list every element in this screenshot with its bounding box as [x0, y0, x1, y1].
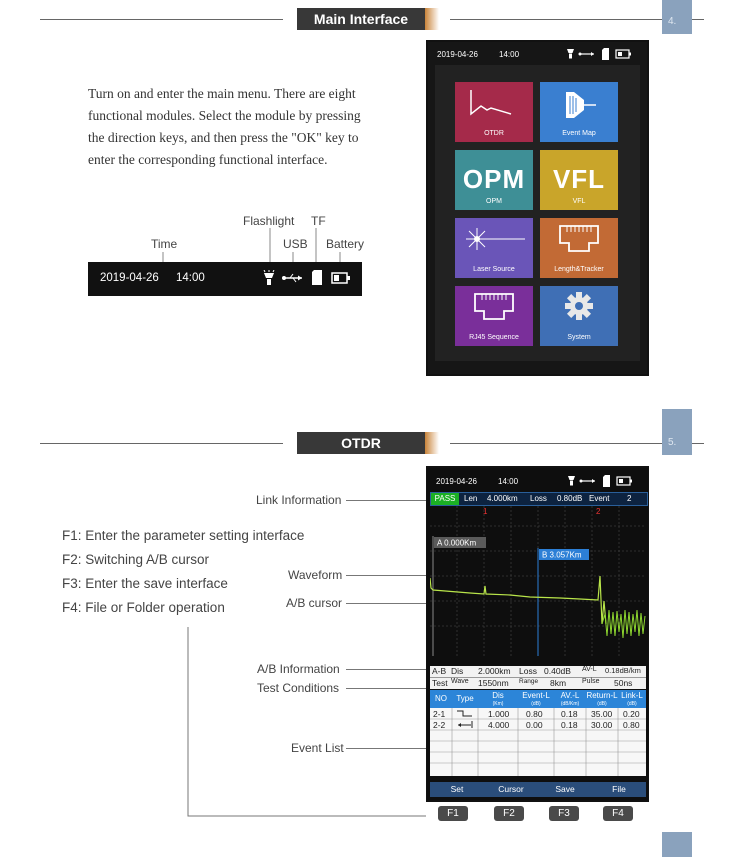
status-time: 14:00: [176, 272, 205, 284]
row-event-l: 0.00: [526, 720, 543, 730]
tile-label: Event Map: [562, 130, 596, 137]
event-marker-2: 2: [596, 507, 601, 516]
col-av-l: [554, 691, 586, 709]
softkey-save[interactable]: Save: [555, 784, 575, 794]
link-event-label: Event: [589, 494, 610, 503]
link-event-value: 2: [627, 494, 632, 503]
otdr-time: 14:00: [498, 477, 519, 486]
event-table: [430, 690, 646, 776]
label-tf: TF: [311, 214, 326, 228]
table-row[interactable]: [430, 719, 646, 730]
col-header-text: Event-L: [522, 691, 550, 700]
col-event-l: [518, 691, 554, 709]
label-usb: USB: [283, 237, 308, 251]
link-loss-label: Loss: [530, 494, 547, 503]
row-link-l: 0.20: [623, 709, 640, 719]
otdr-date: 2019-04-26: [436, 477, 477, 486]
col-no: [430, 694, 452, 703]
tile-label: System: [567, 334, 591, 341]
function-f1: F1: Enter the parameter setting interface: [62, 528, 305, 543]
ab-label: A-B: [432, 666, 447, 676]
ab-avl-label: AV-L: [582, 666, 597, 673]
event-marker-1: 1: [483, 507, 488, 516]
callout-waveform: Waveform: [288, 568, 343, 582]
callout-ab-information: A/B Information: [257, 662, 340, 676]
link-len-label: Len: [464, 494, 478, 503]
row-link-l: 0.80: [623, 720, 640, 730]
test-pulse-value: 50ns: [614, 678, 633, 688]
col-type: [452, 694, 478, 703]
softkey-file[interactable]: File: [612, 784, 626, 794]
section-title-otdr: OTDR: [297, 432, 425, 454]
tile-label: VFL: [572, 198, 586, 205]
ab-avl-value: 0.18dB/km: [605, 666, 641, 675]
page-number: 5.: [668, 437, 677, 448]
function-f4: F4: File or Folder operation: [62, 600, 225, 615]
fkey-f1[interactable]: F1: [438, 806, 468, 821]
col-header-unit: (dB/Km): [560, 701, 580, 707]
page-number: 4.: [668, 16, 677, 27]
ab-dis-label: Dis: [451, 666, 464, 676]
function-f2: F2: Switching A/B cursor: [62, 552, 210, 567]
row-av-l: 0.18: [561, 720, 578, 730]
status-date: 2019-04-26: [100, 272, 159, 284]
row-dis: 1.000: [488, 709, 510, 719]
col-link-l: [618, 691, 646, 709]
menu-date: 2019-04-26: [437, 50, 478, 59]
test-range-value: 8km: [550, 678, 567, 688]
col-header-text: NO: [435, 694, 447, 703]
ab-info-row: [430, 666, 646, 678]
pass-badge: PASS: [431, 493, 459, 505]
col-return-l: [586, 691, 618, 709]
col-header-text: Type: [456, 694, 474, 703]
table-row[interactable]: [430, 708, 646, 719]
fkey-f3[interactable]: F3: [549, 806, 579, 821]
test-label: Test: [432, 678, 448, 688]
otdr-status-icons: [567, 474, 641, 488]
row-return-l: 30.00: [591, 720, 613, 730]
softkey-bar: [430, 782, 646, 797]
tile-label: Length&Tracker: [554, 266, 604, 273]
callout-link-information: Link Information: [256, 493, 342, 507]
label-flashlight: Flashlight: [243, 214, 295, 228]
label-time: Time: [151, 237, 178, 251]
tile-big-text: OPM: [462, 164, 526, 194]
row-dis: 4.000: [488, 720, 510, 730]
function-f3: F3: Enter the save interface: [62, 576, 228, 591]
callout-test-conditions: Test Conditions: [257, 681, 340, 695]
tile-big-text: VFL: [552, 164, 606, 194]
row-event-l: 0.80: [526, 709, 543, 719]
col-header-text: Return-L: [586, 691, 618, 700]
col-header-unit: (dB): [627, 701, 637, 707]
otdr-screen: [427, 468, 648, 800]
col-header-unit: (dB): [531, 701, 541, 707]
col-header-unit: (Km): [492, 701, 504, 707]
link-info-bar: [430, 492, 648, 506]
ab-loss-value: 0.40dB: [544, 666, 571, 676]
col-dis: [478, 691, 518, 709]
test-wave-value: 1550nm: [478, 678, 509, 688]
link-loss-value: 0.80dB: [557, 494, 583, 503]
ab-loss-label: Loss: [519, 666, 537, 676]
intro-paragraph: Turn on and enter the main menu. There are eight functional modules. Select the module by pressing the direction keys, and then press the "OK" key to enter the corresponding functional interface.: [88, 86, 361, 167]
tile-label: OPM: [486, 198, 502, 205]
row-no: 2-1: [433, 709, 446, 719]
fkey-f4[interactable]: F4: [603, 806, 633, 821]
test-pulse-label: Pulse: [582, 678, 600, 685]
callout-event-list: Event List: [291, 741, 344, 755]
row-no: 2-2: [433, 720, 446, 730]
cursor-a-label: A 0.000Km: [437, 538, 477, 548]
link-len-value: 4.000km: [487, 494, 518, 503]
tile-label: RJ45 Sequence: [469, 334, 519, 341]
col-header-text: Link-L: [621, 691, 643, 700]
row-return-l: 35.00: [591, 709, 613, 719]
test-range-label: Range: [519, 678, 539, 685]
softkey-set[interactable]: Set: [450, 784, 464, 794]
waveform-graph[interactable]: [430, 506, 646, 656]
tile-label: Laser Source: [473, 266, 515, 273]
callout-ab-cursor: A/B cursor: [286, 596, 343, 610]
col-header-text: AV.-L: [560, 691, 580, 700]
softkey-cursor[interactable]: Cursor: [498, 784, 524, 794]
test-conditions-row: [430, 678, 646, 689]
test-wave-label: Wave: [451, 678, 469, 685]
tile-label: OTDR: [484, 130, 504, 137]
section-title-main-interface: Main Interface: [297, 8, 425, 30]
menu-time: 14:00: [499, 50, 520, 59]
col-header-unit: (dB): [597, 701, 607, 707]
row-av-l: 0.18: [561, 709, 578, 719]
cursor-b-label: B 3.057Km: [542, 550, 582, 560]
fkey-f2[interactable]: F2: [494, 806, 524, 821]
col-header-text: Dis: [492, 691, 504, 700]
device-otdr: [426, 466, 649, 802]
ab-dis-value: 2.000km: [478, 666, 511, 676]
label-battery: Battery: [326, 237, 365, 251]
